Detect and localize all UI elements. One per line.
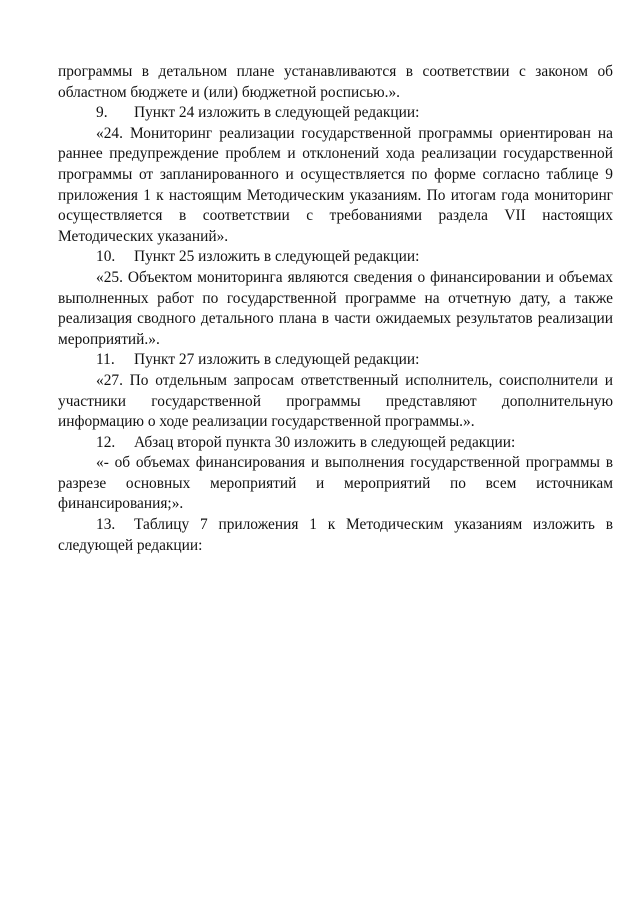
list-item-10 [58, 247, 613, 268]
item-text: Абзац второй пункта 30 изложить в следующей редакции: [134, 433, 516, 451]
paragraph-point-27: «27. По отдельным запросам ответственный исполнитель, соисполнители и участники государственной программы представляют дополнительную информацию о ходе реализации государственной программы.». [58, 371, 613, 431]
item-text: Пункт 25 изложить в следующей редакции: [134, 248, 420, 266]
item-number: 10. [96, 248, 116, 266]
list-item-12 [58, 433, 613, 454]
list-item-13 [58, 515, 613, 556]
paragraph-point-30: «- об объемах финансирования и выполнения государственной программы в разрезе основных мероприятий и мероприятий по всем источникам финансирования;». [58, 454, 613, 513]
item-text: Таблицу 7 приложения 1 к Методическим указаниям изложить в следующей редакции: [58, 516, 613, 554]
paragraph-point-25: «25. Объектом мониторинга являются сведения о финансировании и объемах выполненных работ по государственной программе на отчетную дату, а также реализация сводного детального плана в части ожидаемых результатов реализации мероприятий.». [58, 268, 613, 348]
list-item-9 [58, 103, 613, 124]
item-number: 13. [96, 516, 116, 534]
item-text: Пункт 27 изложить в следующей редакции: [134, 351, 420, 369]
item-number: 11. [96, 351, 115, 369]
paragraph-point-24: «24. Мониторинг реализации государственной программы ориентирован на раннее предупреждение проблем и отклонений хода реализации государственной программы от запланированного и осуществляется по форме согласно таблице 9 приложения 1 к настоящим Методическим указаниям. По итогам года мониторинг осуществляется в соответствии с требованиями раздела VII настоящих Методических указаний». [58, 124, 613, 245]
list-item-11 [58, 350, 613, 371]
item-number: 9. [96, 104, 108, 122]
item-text: Пункт 24 изложить в следующей редакции: [134, 104, 420, 122]
item-number: 12. [96, 433, 116, 451]
document-body [58, 62, 613, 556]
paragraph-continuation: программы в детальном плане устанавливаются в соответствии с законом об областном бюджете и (или) бюджетной росписью.». [58, 63, 613, 101]
